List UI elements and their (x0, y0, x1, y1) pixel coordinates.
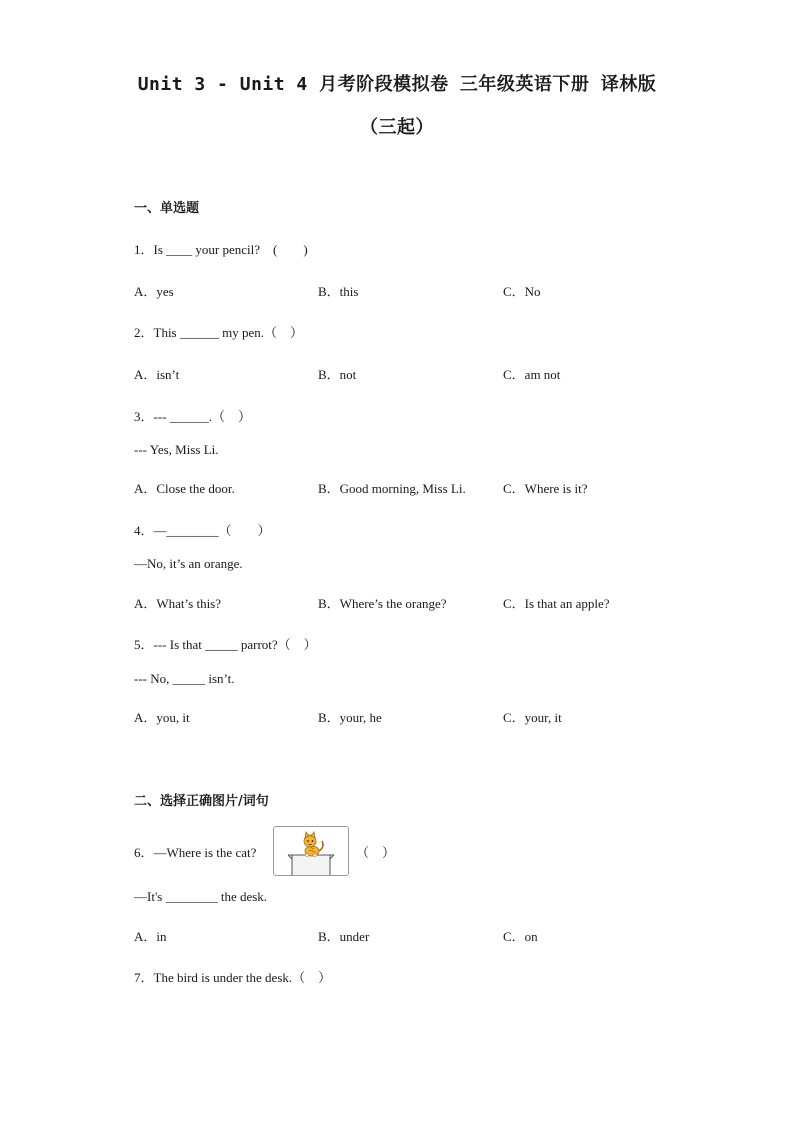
question-1-option-a[interactable]: A．yes (134, 284, 174, 299)
question-4-option-a[interactable]: A．What’s this? (134, 596, 222, 611)
question-5-option-b[interactable]: B．your, he (318, 710, 382, 725)
question-2-option-a[interactable]: A．isn’t (134, 367, 180, 382)
document-title: Unit 3 - Unit 4 月考阶段模拟卷 三年级英语下册 译林版 (137, 74, 657, 95)
question-6-option-c[interactable]: C．on (503, 929, 538, 944)
question-4-stem: 4．—________（ ） (134, 523, 271, 538)
section-heading-picture-choice: 二、选择正确图片/词句 (134, 794, 269, 809)
cat-on-box-image (273, 826, 349, 876)
question-1-option-b[interactable]: B．this (318, 284, 359, 299)
question-3-option-c[interactable]: C．Where is it? (503, 481, 588, 496)
question-3-option-a[interactable]: A．Close the door. (134, 481, 235, 496)
question-3-option-b[interactable]: B．Good morning, Miss Li. (318, 481, 466, 496)
document-subtitle: （三起） (360, 117, 434, 138)
question-5-stem: 5．--- Is that _____ parrot?（ ） (134, 637, 317, 652)
question-1-stem: 1．Is ____ your pencil? ( ) (134, 242, 308, 257)
question-2-stem: 2．This ______ my pen.（ ） (134, 325, 303, 340)
question-7-stem: 7．The bird is under the desk.（ ） (134, 970, 332, 985)
question-2-option-c[interactable]: C．am not (503, 367, 561, 382)
question-2-option-b[interactable]: B．not (318, 367, 357, 382)
question-6-option-a[interactable]: A．in (134, 929, 167, 944)
cat-on-box-illustration (274, 827, 348, 875)
question-5-option-c[interactable]: C．your, it (503, 710, 562, 725)
question-6-stem: 6．—Where is the cat? (134, 845, 257, 860)
question-5-option-a[interactable]: A．you, it (134, 710, 190, 725)
question-1-option-c[interactable]: C．No (503, 284, 541, 299)
question-6-option-b[interactable]: B．under (318, 929, 370, 944)
question-6-answer-paren[interactable]: （ ） (356, 845, 396, 860)
question-3-dialog: --- Yes, Miss Li. (134, 442, 219, 457)
question-3-stem: 3．--- ______.（ ） (134, 409, 251, 424)
question-4-dialog: —No, it’s an orange. (134, 556, 243, 571)
section-heading-single-choice: 一、单选题 (134, 201, 200, 216)
question-5-dialog: --- No, _____ isn’t. (134, 671, 235, 686)
question-6-dialog: —It's ________ the desk. (134, 889, 268, 904)
question-4-option-b[interactable]: B．Where’s the orange? (318, 596, 447, 611)
question-4-option-c[interactable]: C．Is that an apple? (503, 596, 610, 611)
